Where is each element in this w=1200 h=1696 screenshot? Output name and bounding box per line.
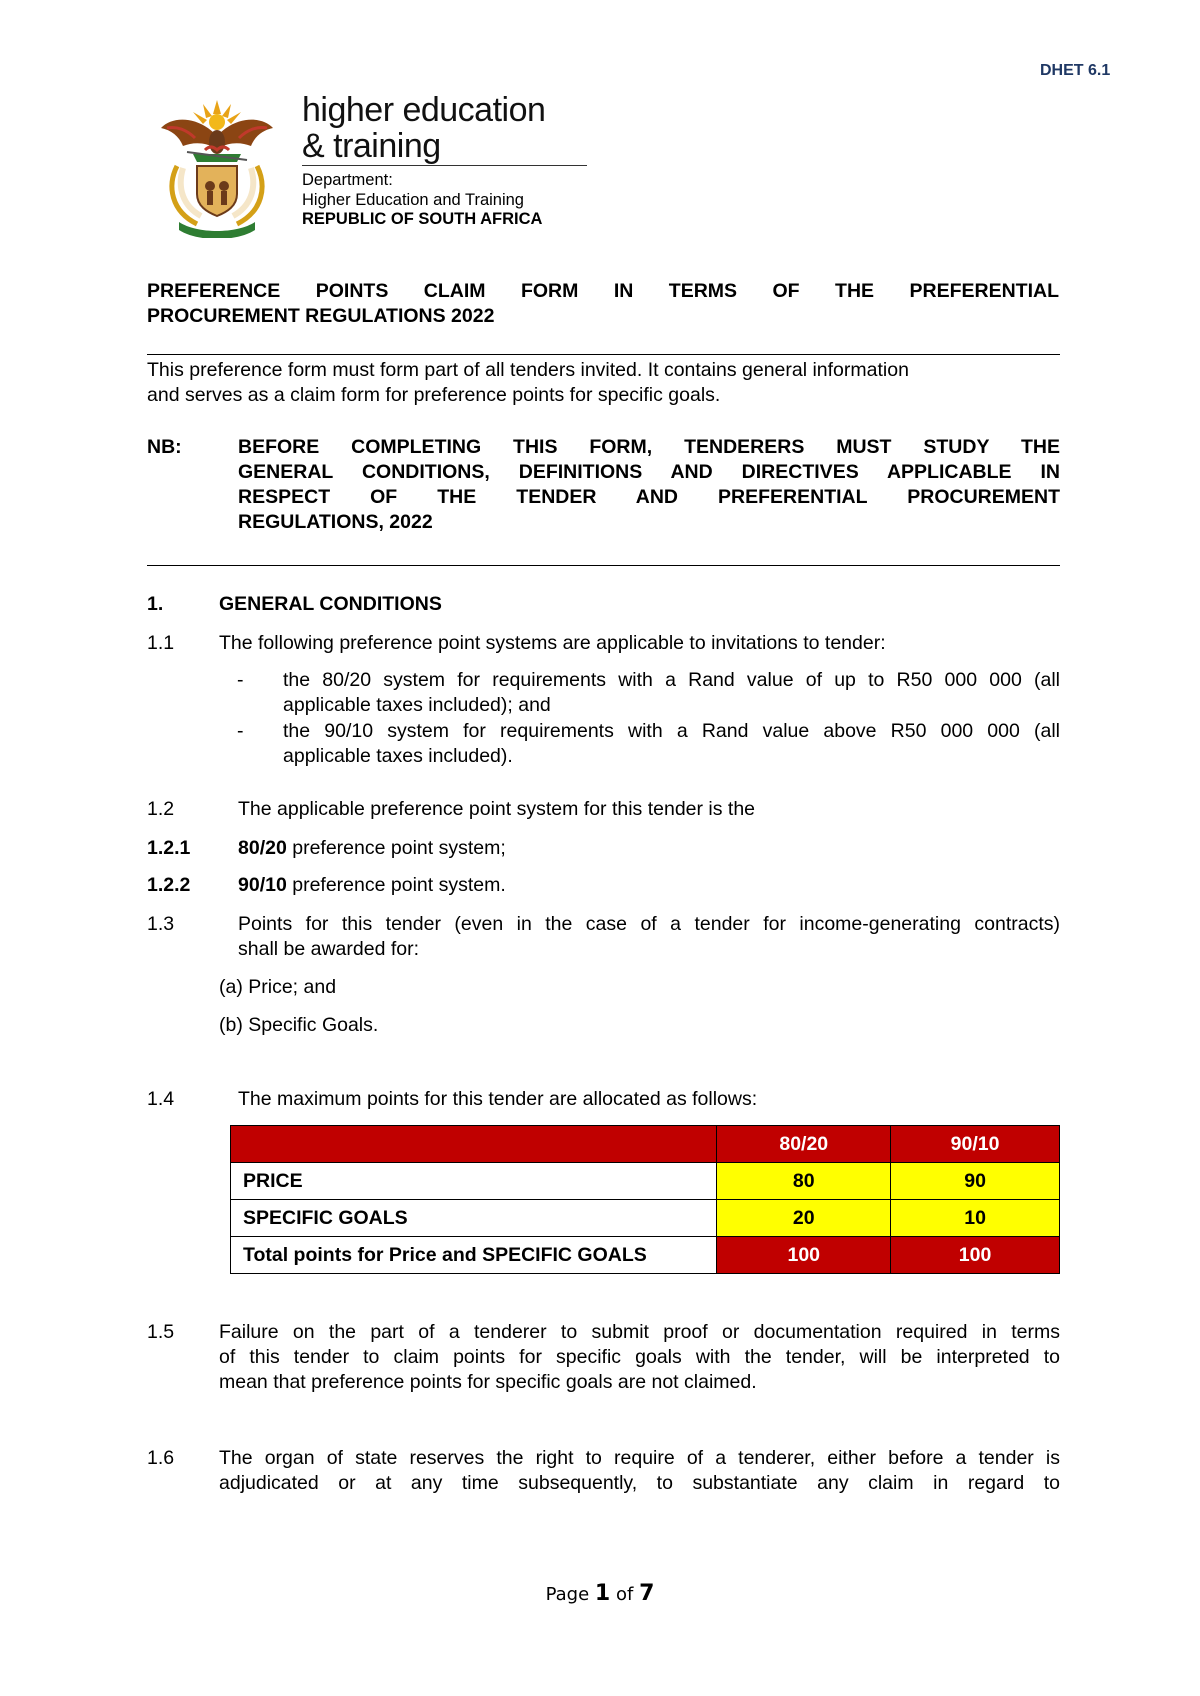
- intro-line2: and serves as a claim form for preference points for specific goals.: [147, 384, 721, 406]
- department-title-line2: & training: [302, 127, 441, 165]
- award-item-price: (a) Price; and: [219, 976, 337, 998]
- row-label: Total points for Price and SPECIFIC GOALS: [231, 1237, 717, 1274]
- table-header-cell: 90/10: [891, 1126, 1060, 1163]
- table-cell: 100: [891, 1237, 1060, 1274]
- clause-number: 1.1: [147, 632, 175, 654]
- clause-text: [238, 912, 1060, 962]
- department-title: [302, 92, 545, 164]
- bullet-item: [283, 668, 1060, 718]
- table-cell: 10: [891, 1200, 1060, 1237]
- intro-paragraph: [147, 358, 1060, 408]
- clause-text: The applicable preference point system for this tender is the: [238, 798, 756, 820]
- logo-divider: [302, 165, 587, 166]
- divider: [147, 565, 1060, 566]
- nb-line3: RESPECT OF THE TENDER AND PREFERENTIAL PROCUREMENT: [238, 486, 1060, 508]
- department-label: Department:: [302, 171, 393, 189]
- row-label: PRICE: [231, 1163, 717, 1200]
- form-title-line2: PROCUREMENT REGULATIONS 2022: [147, 305, 495, 327]
- bullet-dash: -: [237, 669, 244, 691]
- department-name: Higher Education and Training: [302, 191, 524, 209]
- form-title: [147, 279, 1059, 329]
- row-label: SPECIFIC GOALS: [231, 1200, 717, 1237]
- total-pages: 7: [639, 1581, 655, 1606]
- bullet-line: the 90/10 system for requirements with a Rand value above R50 000 000 (all: [283, 720, 1060, 742]
- clause-line: Points for this tender (even in the case of a tender for income-generating contracts): [238, 913, 1060, 935]
- table-total-row: [231, 1237, 1060, 1274]
- clause-number: 1.3: [147, 913, 175, 935]
- nb-line2: GENERAL CONDITIONS, DEFINITIONS AND DIRECTIVES APPLICABLE IN: [238, 461, 1060, 483]
- clause-line: of this tender to claim points for specific goals with the tender, will be interpreted to: [219, 1346, 1060, 1368]
- section-number: 1.: [147, 593, 164, 615]
- intro-line1: This preference form must form part of all tenders invited. It contains general information: [147, 359, 909, 381]
- page-word: Page: [545, 1584, 590, 1605]
- table-header-cell: [231, 1126, 717, 1163]
- option-text: preference point system;: [286, 837, 506, 859]
- table-header-cell: 80/20: [717, 1126, 891, 1163]
- page-footer: [0, 1581, 1200, 1606]
- bullet-line: applicable taxes included).: [283, 745, 513, 767]
- table-row: [231, 1163, 1060, 1200]
- section-heading: GENERAL CONDITIONS: [219, 593, 442, 615]
- award-item-goals: (b) Specific Goals.: [219, 1014, 379, 1036]
- clause-line: shall be awarded for:: [238, 938, 420, 960]
- table-cell: 90: [891, 1163, 1060, 1200]
- bullet-line: the 80/20 system for requirements with a Rand value of up to R50 000 000 (all: [283, 669, 1060, 691]
- clause-line: adjudicated or at any time subsequently, to substantiate any claim in regard to: [219, 1472, 1060, 1494]
- table-cell: 100: [717, 1237, 891, 1274]
- table-row: [231, 1200, 1060, 1237]
- page-number: 1: [594, 1581, 611, 1606]
- option-label: 80/20: [238, 837, 287, 859]
- bullet-item: [283, 719, 1060, 769]
- department-title-line1: higher education: [302, 91, 546, 129]
- option-number: 1.2.1: [147, 837, 191, 859]
- country-name: REPUBLIC OF SOUTH AFRICA: [302, 210, 543, 228]
- bullet-dash: -: [237, 720, 244, 742]
- bullet-line: applicable taxes included); and: [283, 694, 551, 716]
- coat-of-arms-logo: [157, 96, 277, 238]
- nb-label: NB:: [147, 436, 182, 458]
- points-allocation-table: [230, 1125, 1060, 1274]
- clause-text: The following preference point systems are applicable to invitations to tender:: [219, 632, 886, 654]
- clause-line: Failure on the part of a tenderer to submit proof or documentation required in terms: [219, 1321, 1060, 1343]
- clause-number: 1.4: [147, 1088, 175, 1110]
- option-text: preference point system.: [286, 874, 506, 896]
- nb-line4: REGULATIONS, 2022: [238, 511, 433, 533]
- table-cell: 80: [717, 1163, 891, 1200]
- nb-notice: [238, 435, 1060, 535]
- of-word: of: [615, 1584, 634, 1605]
- nb-line1: BEFORE COMPLETING THIS FORM, TENDERERS MUST STUDY THE: [238, 436, 1060, 458]
- clause-number: 1.2: [147, 798, 175, 820]
- table-header-row: [231, 1126, 1060, 1163]
- option-label: 90/10: [238, 874, 287, 896]
- clause-text: [219, 1446, 1060, 1496]
- option-90-10: [238, 873, 506, 898]
- clause-text: The maximum points for this tender are allocated as follows:: [238, 1088, 758, 1110]
- clause-line: The organ of state reserves the right to require of a tenderer, either before a tender is: [219, 1447, 1060, 1469]
- form-title-line1: PREFERENCE POINTS CLAIM FORM IN TERMS OF THE PREFERENTIAL: [147, 280, 1059, 302]
- clause-number: 1.5: [147, 1321, 175, 1343]
- option-80-20: [238, 836, 506, 861]
- divider: [147, 354, 1060, 355]
- table-cell: 20: [717, 1200, 891, 1237]
- clause-number: 1.6: [147, 1447, 175, 1469]
- clause-text: [219, 1320, 1060, 1395]
- document-code: DHET 6.1: [1040, 62, 1111, 79]
- option-number: 1.2.2: [147, 874, 191, 896]
- clause-line: mean that preference points for specific goals are not claimed.: [219, 1371, 757, 1393]
